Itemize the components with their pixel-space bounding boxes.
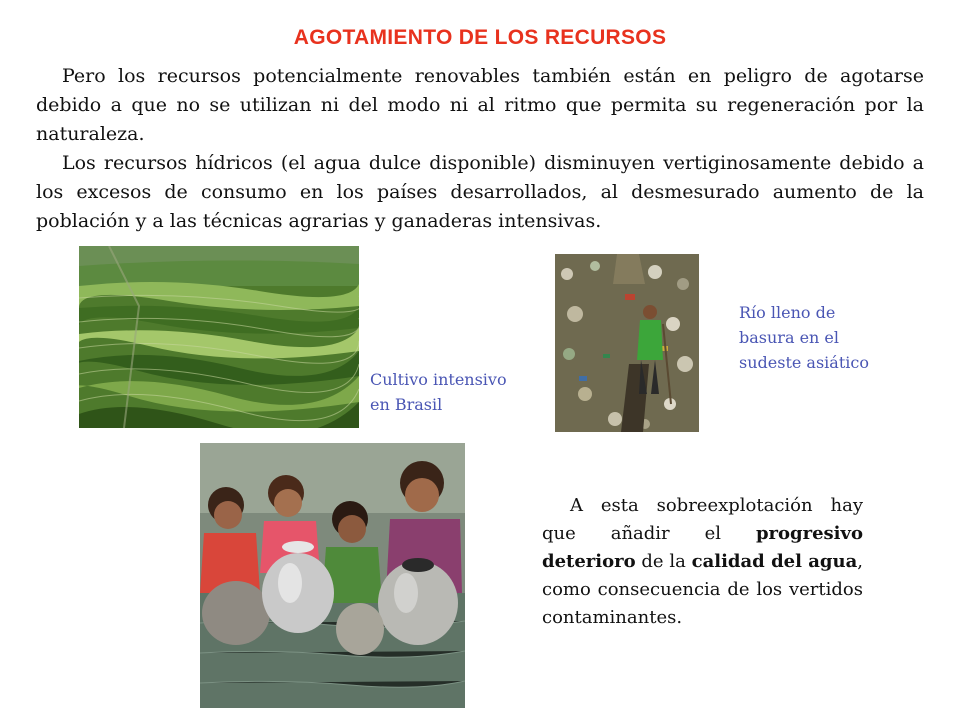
paragraph-water-resources: Los recursos hídricos (el agua dulce disponible) disminuyen vertiginosamente debido a los excesos de consumo en los países desarrollados, al desmesurado aumento de la población y a las técnicas agrarias y ganaderas intensivas.	[36, 152, 924, 232]
caption-rio-basura	[739, 300, 869, 375]
side-text-after: , como consecuencia de los vertidos contaminantes.	[542, 551, 864, 628]
caption-brasil-line2: en Brasil	[370, 395, 443, 414]
children-water-pots-photo	[200, 443, 465, 708]
side-text-bold-deterioro: progresivo deterioro	[542, 523, 863, 572]
caption-rio-line3: sudeste asiático	[739, 353, 869, 372]
caption-rio-line2: basura en el	[739, 328, 840, 347]
paragraph-renewable-resources: Pero los recursos potencialmente renovables también están en peligro de agotarse debido a que no se utilizan ni del modo ni al ritmo que permita su regeneración por la naturaleza.	[36, 65, 924, 145]
garbage-river-photo	[555, 254, 699, 432]
side-text-mid: de la	[635, 551, 692, 572]
side-text-before: A esta sobreexplotación hay que añadir el	[542, 495, 863, 544]
page-title: AGOTAMIENTO DE LOS RECURSOS	[293, 26, 667, 49]
caption-brasil-line1: Cultivo intensivo	[370, 370, 507, 389]
caption-rio-line1: Río lleno de	[739, 303, 836, 322]
side-text-bold-calidad: calidad del agua	[691, 551, 858, 572]
terraced-fields-photo	[79, 246, 359, 428]
caption-cultivo-brasil	[370, 367, 507, 417]
paragraph-water-quality	[542, 492, 863, 632]
